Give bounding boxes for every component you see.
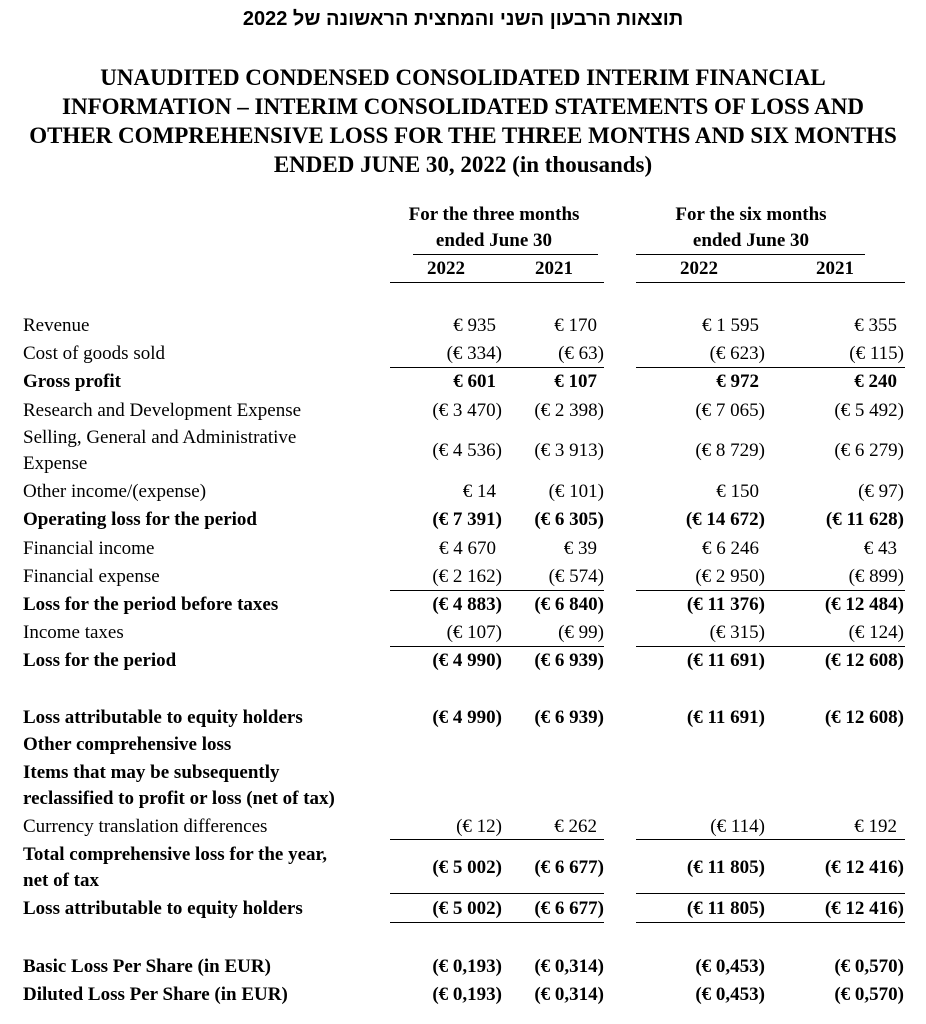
header-rule-six-months-bottom xyxy=(636,282,905,283)
cell-3m-2022: (€ 5 002) xyxy=(432,857,502,878)
row-label: Income taxes xyxy=(23,622,124,643)
cell-6m-2021: (€ 12 416) xyxy=(824,857,904,878)
cell-6m-2022: € 150 xyxy=(716,481,759,502)
row-label: Total comprehensive loss for the year, xyxy=(23,844,327,865)
header-rule-three-months-bottom xyxy=(390,282,604,283)
cell-3m-2021: (€ 63) xyxy=(558,343,604,364)
cell-3m-2022: (€ 2 162) xyxy=(432,566,502,587)
cell-6m-2022: (€ 0,453) xyxy=(695,984,765,1005)
cell-3m-2021: (€ 6 305) xyxy=(534,509,604,530)
cell-6m-2021: (€ 6 279) xyxy=(834,440,904,461)
rule-total-comprehensive-six xyxy=(636,839,905,840)
row-label-continued: net of tax xyxy=(23,870,99,891)
three-months-year-2022: 2022 xyxy=(427,258,465,279)
rule-attributable-bottom xyxy=(390,922,604,923)
row-label: Loss attributable to equity holders xyxy=(23,707,303,728)
row-label-continued: reclassified to profit or loss (net of tax) xyxy=(23,788,335,809)
row-label: Revenue xyxy=(23,315,90,336)
rule-loss-period-six xyxy=(636,646,905,647)
rule-before-taxes xyxy=(390,590,604,591)
row-label: Cost of goods sold xyxy=(23,343,165,364)
cell-6m-2021: (€ 899) xyxy=(848,566,904,587)
cell-3m-2022: (€ 107) xyxy=(446,622,502,643)
cell-6m-2021: (€ 0,570) xyxy=(834,984,904,1005)
row-label: Basic Loss Per Share (in EUR) xyxy=(23,956,271,977)
cell-3m-2022: (€ 4 990) xyxy=(432,650,502,671)
cell-3m-2021: (€ 3 913) xyxy=(534,440,604,461)
cell-3m-2021: (€ 0,314) xyxy=(534,956,604,977)
row-label: Gross profit xyxy=(23,371,121,392)
cell-6m-2022: (€ 7 065) xyxy=(695,400,765,421)
cell-3m-2022: (€ 12) xyxy=(456,816,502,837)
cell-3m-2022: € 601 xyxy=(453,371,496,392)
cell-3m-2022: (€ 3 470) xyxy=(432,400,502,421)
row-label: Loss for the period before taxes xyxy=(23,594,279,615)
cell-6m-2022: (€ 11 691) xyxy=(686,650,765,671)
cell-6m-2021: € 192 xyxy=(854,816,897,837)
rule-attributable-top xyxy=(390,893,604,894)
rule-total-comprehensive xyxy=(390,839,604,840)
cell-6m-2021: € 240 xyxy=(854,371,897,392)
cell-3m-2022: (€ 5 002) xyxy=(432,898,502,919)
row-label: Operating loss for the period xyxy=(23,509,257,530)
rule-before-taxes-six xyxy=(636,590,905,591)
cell-6m-2021: (€ 12 608) xyxy=(824,650,904,671)
three-months-line1: For the three months xyxy=(408,204,580,225)
cell-3m-2022: (€ 4 536) xyxy=(432,440,502,461)
cell-3m-2021: (€ 6 939) xyxy=(534,650,604,671)
cell-3m-2022: (€ 0,193) xyxy=(432,984,502,1005)
row-label: Financial income xyxy=(23,538,155,559)
cell-3m-2021: (€ 99) xyxy=(558,622,604,643)
cell-3m-2021: (€ 2 398) xyxy=(534,400,604,421)
six-months-line2: ended June 30 xyxy=(692,230,810,251)
cell-3m-2022: (€ 4 883) xyxy=(432,594,502,615)
cell-6m-2022: (€ 0,453) xyxy=(695,956,765,977)
six-months-line1: For the six months xyxy=(675,204,827,225)
cell-6m-2022: € 972 xyxy=(716,371,759,392)
cell-6m-2022: (€ 2 950) xyxy=(695,566,765,587)
three-months-year-2021: 2021 xyxy=(535,258,573,279)
row-label: Items that may be subsequently xyxy=(23,762,280,783)
cell-3m-2021: (€ 6 840) xyxy=(534,594,604,615)
cell-6m-2021: (€ 12 608) xyxy=(824,707,904,728)
cell-3m-2021: (€ 0,314) xyxy=(534,984,604,1005)
cell-3m-2022: € 14 xyxy=(462,481,496,502)
cell-3m-2021: € 170 xyxy=(554,315,597,336)
cell-3m-2022: € 4 670 xyxy=(439,538,496,559)
rule-attributable-top-six xyxy=(636,893,905,894)
cell-6m-2021: (€ 12 416) xyxy=(824,898,904,919)
cell-6m-2022: (€ 623) xyxy=(709,343,765,364)
document-title: UNAUDITED CONDENSED CONSOLIDATED INTERIM FINANCIAL INFORMATION – INTERIM CONSOLIDATED STATEMENTS OF LOSS AND OTHER COMPREHENSIVE LOSS FOR THE THREE MONTHS AND SIX MONTHS ENDED JUNE 30, 2022 (in thousands) xyxy=(29,65,897,177)
three-months-line2: ended June 30 xyxy=(435,230,553,251)
cell-6m-2022: (€ 11 691) xyxy=(686,707,765,728)
row-label: Loss for the period xyxy=(23,650,177,671)
cell-6m-2022: € 6 246 xyxy=(702,538,759,559)
row-label: Research and Development Expense xyxy=(23,400,302,421)
cell-6m-2021: (€ 0,570) xyxy=(834,956,904,977)
cell-3m-2021: € 39 xyxy=(563,538,597,559)
cell-3m-2021: (€ 574) xyxy=(548,566,604,587)
cell-3m-2021: (€ 6 677) xyxy=(534,857,604,878)
cell-3m-2022: (€ 7 391) xyxy=(432,509,502,530)
row-label: Other income/(expense) xyxy=(23,481,207,502)
cell-6m-2022: (€ 114) xyxy=(710,816,765,837)
cell-3m-2021: (€ 6 939) xyxy=(534,707,604,728)
cell-3m-2022: € 935 xyxy=(453,315,496,336)
cell-6m-2022: (€ 8 729) xyxy=(695,440,765,461)
cell-3m-2022: (€ 334) xyxy=(446,343,502,364)
row-label: Loss attributable to equity holders xyxy=(23,898,303,919)
rule-gross-profit-six xyxy=(636,367,905,368)
cell-6m-2021: (€ 97) xyxy=(858,481,904,502)
cell-3m-2021: € 107 xyxy=(554,371,597,392)
cell-6m-2022: (€ 11 376) xyxy=(686,594,765,615)
cell-6m-2021: (€ 12 484) xyxy=(824,594,904,615)
cell-3m-2022: (€ 4 990) xyxy=(432,707,502,728)
cell-3m-2021: € 262 xyxy=(554,816,597,837)
cell-6m-2021: (€ 11 628) xyxy=(825,509,904,530)
row-label: Diluted Loss Per Share (in EUR) xyxy=(23,984,288,1005)
rule-loss-period xyxy=(390,646,604,647)
row-label-continued: Expense xyxy=(23,453,88,474)
row-label: Financial expense xyxy=(23,566,160,587)
cell-6m-2021: (€ 124) xyxy=(848,622,904,643)
hebrew-header: תוצאות הרבעון השני והמחצית הראשונה של 2022 xyxy=(242,8,684,30)
cell-6m-2021: € 355 xyxy=(854,315,897,336)
cell-6m-2022: € 1 595 xyxy=(702,315,759,336)
six-months-year-2021: 2021 xyxy=(816,258,854,279)
cell-6m-2021: (€ 5 492) xyxy=(834,400,904,421)
row-label: Currency translation differences xyxy=(23,816,268,837)
header-rule-six-months-top xyxy=(636,254,865,255)
rule-attributable-bottom-six xyxy=(636,922,905,923)
row-label: Other comprehensive loss xyxy=(23,734,232,755)
header-rule-three-months-top xyxy=(413,254,598,255)
cell-3m-2022: (€ 0,193) xyxy=(432,956,502,977)
cell-3m-2021: (€ 101) xyxy=(548,481,604,502)
cell-6m-2022: (€ 14 672) xyxy=(685,509,765,530)
cell-6m-2021: € 43 xyxy=(863,538,897,559)
cell-6m-2022: (€ 11 805) xyxy=(686,857,765,878)
cell-3m-2021: (€ 6 677) xyxy=(534,898,604,919)
cell-6m-2021: (€ 115) xyxy=(849,343,904,364)
cell-6m-2022: (€ 11 805) xyxy=(686,898,765,919)
cell-6m-2022: (€ 315) xyxy=(709,622,765,643)
six-months-year-2022: 2022 xyxy=(680,258,718,279)
rule-gross-profit xyxy=(390,367,604,368)
row-label: Selling, General and Administrative xyxy=(23,427,297,448)
